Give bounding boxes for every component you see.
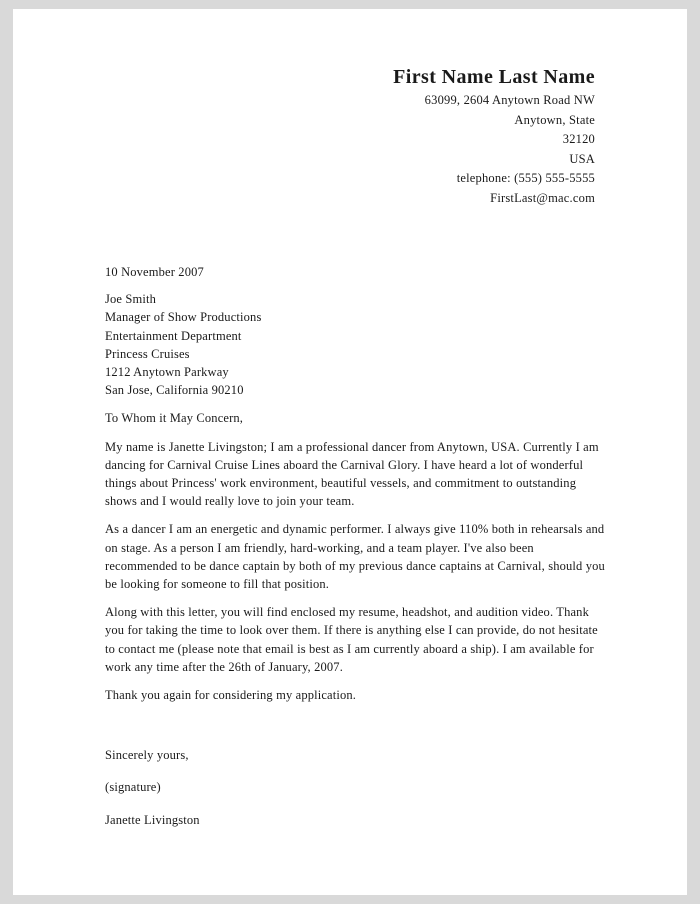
paragraph-qualities: As a dancer I am an energetic and dynamic performer. I always give 110% both in rehearsals and on stage. As a person I am friendly, hard-working, and a team player. I've also been recommended to be dance captain by both of my previous dance captains at Carnival, should you be looking for someone to fill that position. xyxy=(105,522,605,592)
recipient-title: Manager of Show Productions xyxy=(105,310,262,325)
sender-block xyxy=(393,65,595,208)
recipient-company: Princess Cruises xyxy=(105,346,190,361)
letter-body xyxy=(105,263,605,829)
closing: Sincerely yours, xyxy=(105,748,189,763)
paragraph-intro: My name is Janette Livingston; I am a professional dancer from Anytown, USA. Currently I am dancing for Carnival Cruise Lines aboard the Carnival Glory. I have heard a lot of wonderful things about Princess' work environment, beautiful vessels, and commitment to outstanding shows and I would really love to join your team. xyxy=(105,439,599,509)
salutation: To Whom it May Concern, xyxy=(105,411,244,426)
sender-country: USA xyxy=(569,151,595,166)
sender-city-state: Anytown, State xyxy=(514,112,595,127)
letter-date: 10 November 2007 xyxy=(105,265,204,279)
recipient-name: Joe Smith xyxy=(105,292,157,307)
signature: (signature) xyxy=(105,780,161,795)
signer-name: Janette Livingston xyxy=(105,812,200,827)
sender-telephone: telephone: (555) 555-5555 xyxy=(456,171,595,185)
sender-zip: 32120 xyxy=(562,132,595,146)
paragraph-thanks: Thank you again for considering my application. xyxy=(105,688,357,703)
letter-page xyxy=(13,9,687,895)
sender-email: FirstLast@mac.com xyxy=(490,190,595,205)
recipient-city: San Jose, California 90210 xyxy=(105,383,244,398)
sender-address-line: 63099, 2604 Anytown Road NW xyxy=(424,93,595,107)
paragraph-enclosures: Along with this letter, you will find enclosed my resume, headshot, and audition video. Thank you for taking the time to look over them. If there is anything else I can provide, do not hesitate to contact me (please note that email is best as I am currently aboard a ship). I am available for work any time after the 26th of January, 2007. xyxy=(105,605,598,674)
sender-name: First Name Last Name xyxy=(393,66,595,88)
recipient-department: Entertainment Department xyxy=(105,328,242,343)
recipient-street: 1212 Anytown Parkway xyxy=(105,365,229,380)
recipient-block xyxy=(105,290,605,399)
